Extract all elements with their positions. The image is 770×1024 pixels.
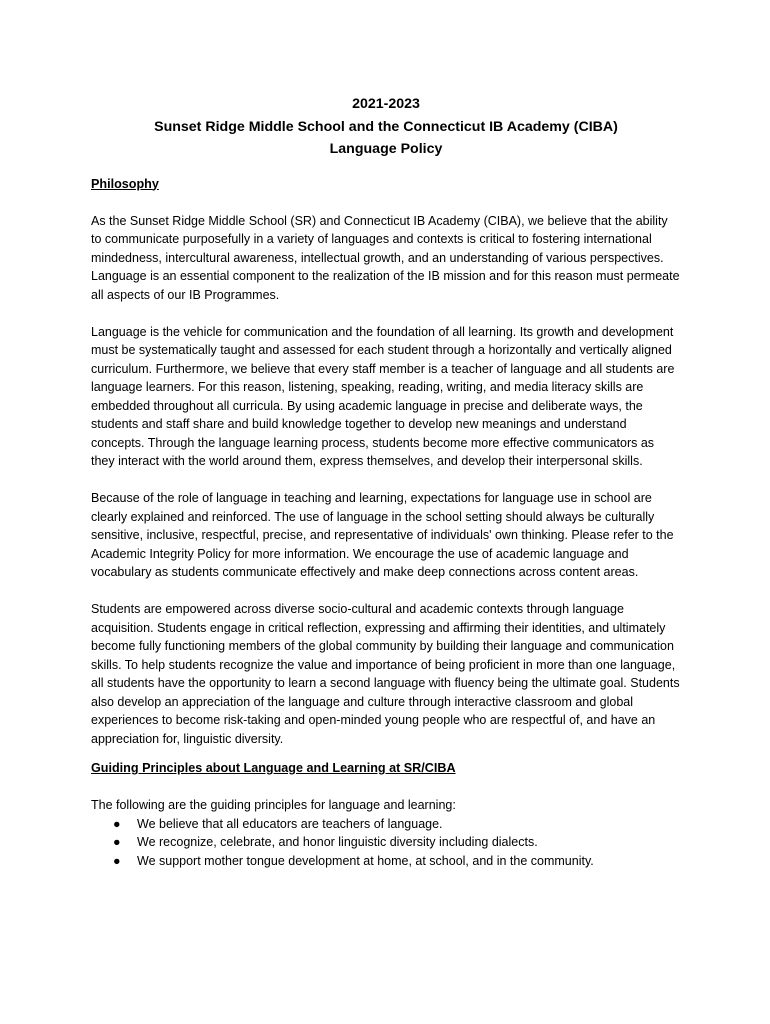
bullet-icon: ● (113, 816, 121, 831)
page-title: Language Policy (329, 141, 443, 157)
document-page (91, 93, 681, 870)
philosophy-paragraph-3: Because of the role of language in teaching and learning, expectations for language use in school are clearly explained and reinforced. The use of language in the school setting should always be culturally sensitive, inclusive, respectful, precise, and representative of individuals' own thinking. Please refer to the Academic Integrity Policy for more information. We encourage the use of academic language and vocabulary as students communicate effectively and make deep connections across content areas. (91, 491, 674, 579)
title-school: Sunset Ridge Middle School and the Connecticut IB Academy (CIBA) (154, 118, 618, 135)
philosophy-paragraph-2: Language is the vehicle for communication and the foundation of all learning. Its growth and development must be systematically taught and assessed for each student through a horizontally and vertically aligned curriculum. Furthermore, we believe that every staff member is a teacher of language and all students are language learners. For this reason, listening, speaking, reading, writing, and media literacy skills are embedded throughout all curricula. By using academic language in precise and deliberate ways, the students and staff share and build knowledge together to develop new meanings and understand concepts. Through the language learning process, students become more effective communicators as they interact with the world around them, express themselves, and develop their interpersonal skills. (91, 324, 675, 468)
guiding-principles-intro: The following are the guiding principles for language and learning: (91, 798, 456, 812)
bullet-icon: ● (113, 835, 121, 849)
list-item (91, 815, 681, 834)
philosophy-heading: Philosophy (91, 176, 159, 191)
philosophy-paragraph-4: Students are empowered across diverse socio-cultural and academic contexts through language acquisition. Students engage in critical reflection, expressing and affirming their identities, and ultimately become fully functioning members of the global community by building their language and communication skills. To help students recognize the value and importance of being proficient in more than one language, all students have the opportunity to learn a second language with fluency being the ultimate goal. Students also develop an appreciation of the language and culture through interactive classroom and global experiences to become risk-taking and open-minded young people who are respectful of, and have an appreciation for, linguistic diversity. (91, 602, 680, 746)
list-item-text: We believe that all educators are teachers of language. (137, 816, 443, 831)
list-item (91, 833, 681, 852)
guiding-principles-heading: Guiding Principles about Language and Learning at SR/CIBA (91, 761, 456, 775)
title-years: 2021-2023 (352, 96, 420, 112)
list-item-text: We recognize, celebrate, and honor linguistic diversity including dialects. (137, 835, 538, 849)
guiding-principles-list (91, 815, 681, 871)
list-item (91, 852, 681, 871)
philosophy-paragraph-1: As the Sunset Ridge Middle School (SR) and Connecticut IB Academy (CIBA), we believe that the ability to communicate purposefully in a variety of languages and contexts is critical to fostering international mindedness, intercultural awareness, intellectual growth, and an understanding of various perspectives. Language is an essential component to the realization of the IB mission and for this reason must permeate all aspects of our IB Programmes. (91, 213, 680, 302)
list-item-text: We support mother tongue development at home, at school, and in the community. (137, 853, 594, 868)
title-block (91, 93, 681, 161)
bullet-icon: ● (113, 853, 121, 868)
